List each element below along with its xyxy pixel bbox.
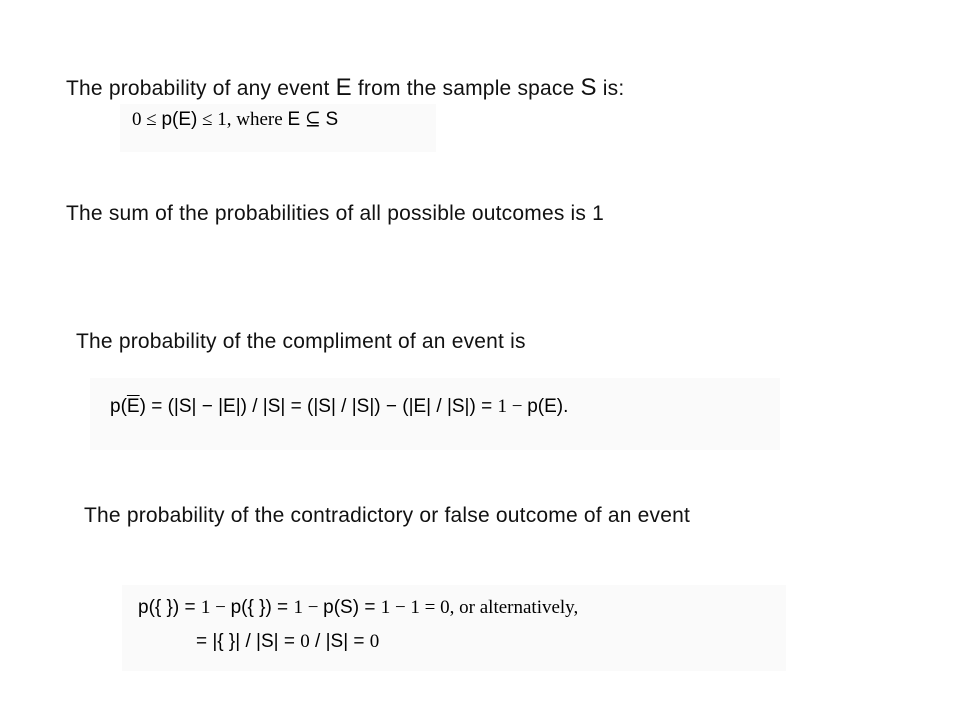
formula1-S: S xyxy=(325,109,339,130)
formula1-zero-le: 0 ≤ xyxy=(132,109,162,130)
formula4-l2-serif-b: 0 xyxy=(369,631,380,652)
statement-contradictory: The probability of the contradictory or false outcome of an event xyxy=(84,504,690,527)
formula1-pE: p(E) xyxy=(161,109,198,130)
formula3-p-open: p( xyxy=(110,396,127,417)
space-symbol: S xyxy=(580,74,597,101)
statement1-middle: from the sample space xyxy=(351,77,581,100)
statement-event-probability xyxy=(66,74,624,102)
formula3-pE: p(E). xyxy=(527,396,569,417)
formula4-l1-serif-a: 1 − xyxy=(200,597,231,618)
formula4-l2-sans: = |{ }| / |S| = xyxy=(196,631,301,652)
statement1-suffix: is: xyxy=(596,77,625,100)
event-symbol: E xyxy=(335,74,352,101)
formula4-line2 xyxy=(196,631,379,653)
formula4-l1-sans-c: p(S) = xyxy=(323,597,381,618)
formula3-E-bar: $\overline{E}$ xyxy=(126,396,140,417)
formula4-line1 xyxy=(138,597,578,619)
formula-empty-set xyxy=(122,585,786,671)
formula1-E: E xyxy=(287,109,301,130)
formula4-l1-serif-b: 1 − xyxy=(293,597,324,618)
formula-probability-bounds xyxy=(120,104,436,152)
formula3-one-minus: 1 − xyxy=(497,396,528,417)
formula-complement xyxy=(90,378,780,450)
formula1-subset: ⊆ xyxy=(300,109,326,130)
formula3-expression: ) = (|S| − |E|) / |S| = (|S| / |S|) − (|E| / |S|) = xyxy=(139,396,498,417)
statement-sum-of-probabilities: The sum of the probabilities of all possible outcomes is 1 xyxy=(66,202,605,225)
statement-complement: The probability of the compliment of an event is xyxy=(76,330,526,353)
formula4-l2-sans-b: / |S| = xyxy=(309,631,370,652)
formula4-l2-serif: 0 xyxy=(300,631,310,652)
formula4-l1-sans-a: p({ }) = xyxy=(138,597,201,618)
formula1-le-one-where: ≤ 1, where xyxy=(197,109,288,130)
formula4-l1-serif-c: 1 − 1 = 0, or alternatively, xyxy=(380,597,579,618)
statement1-prefix: The probability of any event xyxy=(66,77,336,100)
formula4-l1-sans-b: p({ }) = xyxy=(230,597,294,618)
